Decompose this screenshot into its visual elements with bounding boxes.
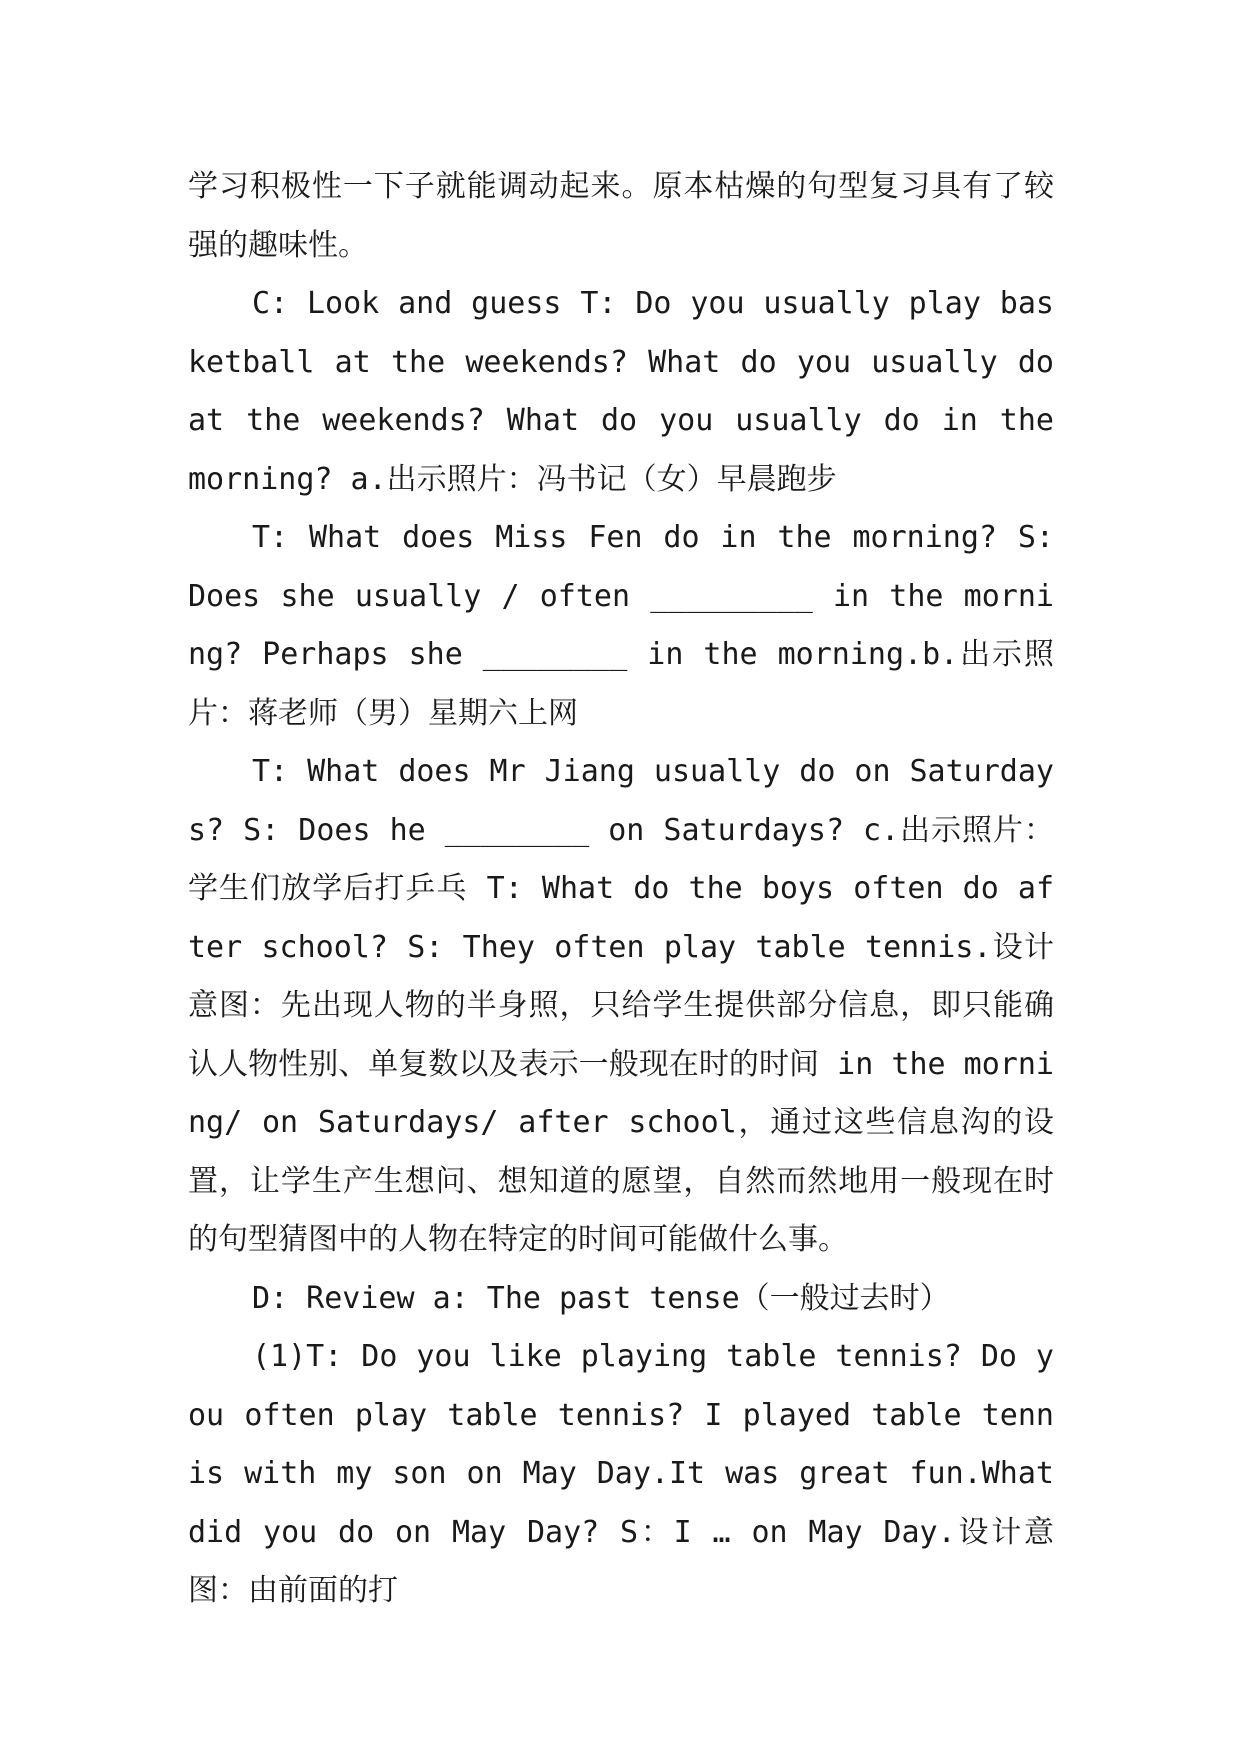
paragraph-review-heading: D: Review a: The past tense（一般过去时） xyxy=(252,1280,950,1316)
paragraph-past-tense: (1)T: Do you like playing table tennis? Do you often play table tennis? I played table tennis with my son on May Day.It was great fun.What did you do on May Day? S：I … on May Day.设计意图：由前面的打 xyxy=(188,1339,1054,1608)
paragraph-intro-continuation: 学习积极性一下子就能调动起来。原本枯燥的句型复习具有了较强的趣味性。 xyxy=(188,169,1054,263)
document-body xyxy=(188,158,1054,1621)
paragraph-mr-jiang: T: What does Mr Jiang usually do on Saturdays? S: Does he ________ on Saturdays? c.出示照片：学生们放学后打乒乓 T: What do the boys often do after school? S: They often play table tennis.设计意图：先出现人物的半身照，只给学生提供部分信息，即只能确认人物性别、单复数以及表示一般现在时的时间 in the morning/ on Saturdays/ after school，通过这些信息沟的设置，让学生产生想问、想知道的愿望，自然而然地用一般现在时的句型猜图中的人物在特定的时间可能做什么事。 xyxy=(188,754,1054,1257)
paragraph-look-and-guess: C: Look and guess T: Do you usually play basketball at the weekends? What do you usually do at the weekends? What do you usually do in the morning? a.出示照片：冯书记（女）早晨跑步 xyxy=(188,286,1054,497)
paragraph-miss-fen: T: What does Miss Fen do in the morning? S: Does she usually / often _________ in the morning? Perhaps she ________ in the morning.b.出示照片：蒋老师（男）星期六上网 xyxy=(188,520,1054,731)
